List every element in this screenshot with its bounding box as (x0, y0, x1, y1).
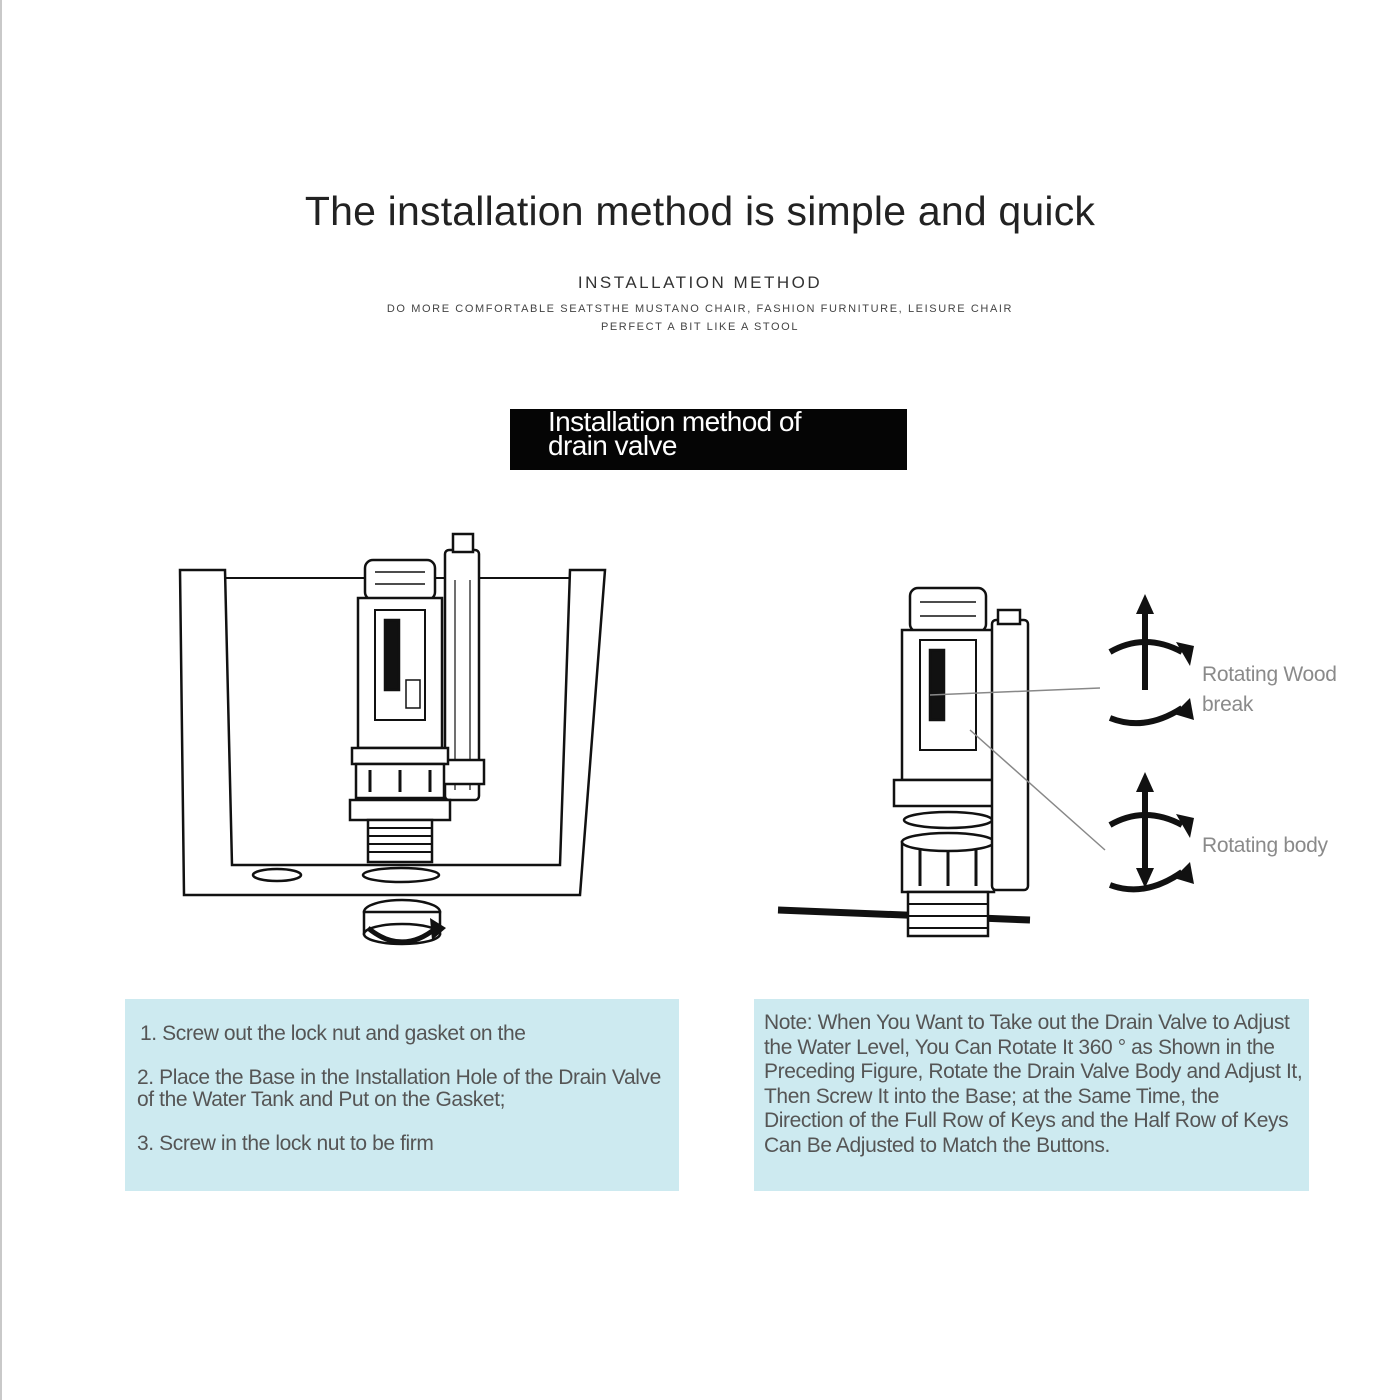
drain-valve-banner (510, 406, 907, 470)
tagline-line-1: DO MORE COMFORTABLE SEATSTHE MUSTANO CHAIR, FASHION FURNITURE, LEISURE CHAIR (386, 303, 1014, 315)
label-rotating-body: Rotating body (1202, 834, 1328, 857)
label-rotating-wood-line-2: break (1202, 693, 1254, 716)
lock-nut (364, 900, 440, 944)
step-1: 1. Screw out the lock nut and gasket on the (140, 1022, 526, 1045)
tank-installation-diagram (170, 520, 630, 960)
step-3: 3. Screw in the lock nut to be firm (137, 1132, 434, 1155)
banner-line-2: drain valve (548, 430, 677, 461)
section-subtitle: INSTALLATION METHOD (577, 273, 823, 292)
tagline-line-2: PERFECT A BIT LIKE A STOOL (600, 321, 800, 333)
page-title: The installation method is simple and quick (304, 188, 1096, 234)
tank-installation-svg (170, 520, 630, 960)
rotation-overflow-tube (992, 610, 1028, 890)
drain-valve-body (350, 560, 450, 862)
rotation-valve-body (894, 588, 1002, 936)
valve-rotation-svg (770, 580, 1370, 960)
rotate-up-arrow-icon (1110, 594, 1194, 723)
valve-rotation-diagram (770, 580, 1370, 960)
step-2: 2. Place the Base in the Installation Hole of the Drain Valve of the Water Tank and Put on the Gasket; (137, 1066, 661, 1111)
tank-floor-line (778, 910, 1030, 920)
installation-steps-box (125, 999, 679, 1191)
tank-hole-left (253, 869, 301, 881)
adjustment-note-box (754, 999, 1309, 1191)
label-rotating-wood-line-1: Rotating Wood (1202, 663, 1337, 686)
adjustment-note-text: Note: When You Want to Take out the Drain Valve to Adjust the Water Level, You Can Rotate It 360 ° as Shown in the Preceding Figure, Rotate the Drain Valve Body and Adjust It, Then Screw It into the Base; at the Same Time, the Direction of the Full Row of Keys and the Half Row of Keys Can Be Adjusted to Match the Buttons. (764, 1011, 1303, 1157)
rotate-updown-arrow-icon (1110, 772, 1194, 889)
tank-hole-center (363, 868, 439, 882)
banner-line-1: Installation method of (548, 406, 801, 437)
